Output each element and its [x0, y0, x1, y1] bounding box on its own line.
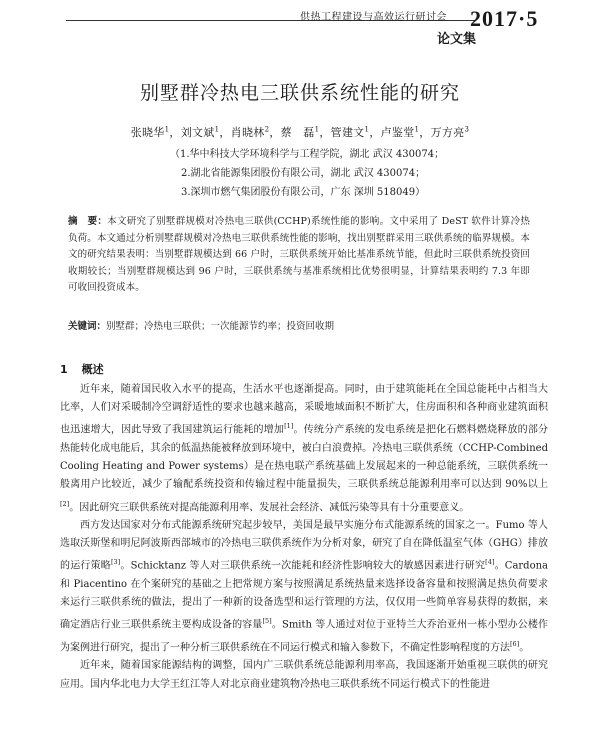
keywords: [68, 318, 530, 332]
paragraph-1: 近年来，随着国民收入水平的提高，生活水平也逐渐提高。同时，由于建筑能耗在全国总能耗中占相当大比率，人们对采暖制冷空调舒适性的要求也越来越高，采暖地域面积不断扩大，住房面积和各种商业建筑面积也迅速增大，因此导致了我国建筑运行能耗的增加[1]。传统分产系统的发电系统是把化石燃料燃烧释放的部分热能转化成电能后，其余的低温热能被释放到环境中，被白白浪费掉。冷热电三联供系统（CCHP-Combined Cooling Heating and Power systems）是在热电联产系统基础上发展起来的一种总能系统，三联供系统一般离用户比较近，减少了输配系统投资和传输过程中能量损失，三联供系统总能源利用率可以达到 90%以上[2]。因此研究三联供系统对提高能源利用率、发展社会经济、减低污染等具有十分重要意义。: [60, 384, 549, 513]
affiliation-2: 2.湖北省能源集团股份有限公司，湖北 武汉 430074；: [181, 168, 426, 179]
author: 管建文$^1$，: [330, 125, 381, 139]
paragraph-2: 西方发达国家对分布式能源系统研究起步较早，美国是最早实施分布式能源系统的国家之一。Fumo 等人选取沃斯堡和明尼阿波斯西部城市的冷热电三联供系统作为分析对象，研究了自在降低温室气体（GHG）排放的运行策略[3]。Schicktanz 等人对三联供系统一次能耗和经济性影响较大的敏感因素进行研究[4]。Cardona 和 Piacentino 在个案研究的基础之上把常规方案与按照满足系统热量来选择设备容量和按照满足热负荷要求来运行三联供系统的做法，提出了一种新的设备选型和运行管理的方法，仅仅用一些简单容易获得的数据，来确定酒店行业三联供系统主要构成设备的容量[5]。Smith 等人通过对位于亚特兰大乔治亚州一栋小型办公楼作为案例进行研究，提出了一种分析三联供系统在不同运行模式和输入参数下，不确定性影响程度的方法[6]。: [60, 520, 549, 654]
keywords-label: 关键词：: [68, 321, 107, 332]
affiliation-1: （1.华中科技大学环境科学与工程学院，湖北 武汉 430074；: [170, 149, 445, 160]
author: 张晓华$^1$，: [130, 125, 181, 139]
author-list: [0, 124, 600, 140]
section-number: 1: [60, 363, 68, 376]
body-text: [60, 381, 548, 694]
keywords-text: 别墅群；冷热电三联供；一次能源节约率；投资回收期: [106, 321, 335, 332]
abstract-text: 本文研究了别墅群规模对冷热电三联供(CCHP)系统性能的影响。文中采用了 DeST 软件计算冷热负荷。本文通过分析别墅群规模对冷热电三联供系统性能的影响，找出别墅群采用三联供系统的临界规模。本文的研究结果表明：当别墅群规模达到 66 户时，三联供系统开始比基准系统节能，但此时三联供系统投资回收期较长；当别墅群规模达到 96 户时，三联供系统与基准系统相比优势很明显，计算结果表明约 7.3 年即可收回投资成本。: [68, 216, 530, 293]
journal-name: 供热工程建设与高效运行研讨会: [300, 12, 447, 23]
abstract: [68, 214, 530, 297]
author: 刘文斌$^1$，: [180, 125, 231, 139]
affiliation-3: 3.深圳市燃气集团股份有限公司，广东 深圳 518049）: [181, 187, 426, 198]
paragraph-3: 近年来，随着国家能源结构的调整，国内广三联供系统总能源利用率高，我国逐渐开始重视三联供的研究应用。国内华北电力大学王红江等人对北京商业建筑物冷热电三联供系统不同运行模式下的性能进: [60, 660, 548, 690]
author: 卢鉴堂$^1$，: [380, 125, 431, 139]
section-title: 概述: [81, 363, 104, 376]
section-heading: [60, 361, 118, 377]
section-label: 论文集: [437, 32, 477, 47]
paper-title: 别墅群冷热电三联供系统性能的研究: [139, 82, 460, 104]
author: 蔡 磊$^1$，: [280, 125, 331, 139]
author: 肖晓林$^2$，: [230, 125, 281, 139]
journal-year: 2017·5: [470, 6, 539, 31]
abstract-label: 摘 要：: [68, 216, 108, 227]
author: 万方亮$^3$: [430, 125, 470, 139]
